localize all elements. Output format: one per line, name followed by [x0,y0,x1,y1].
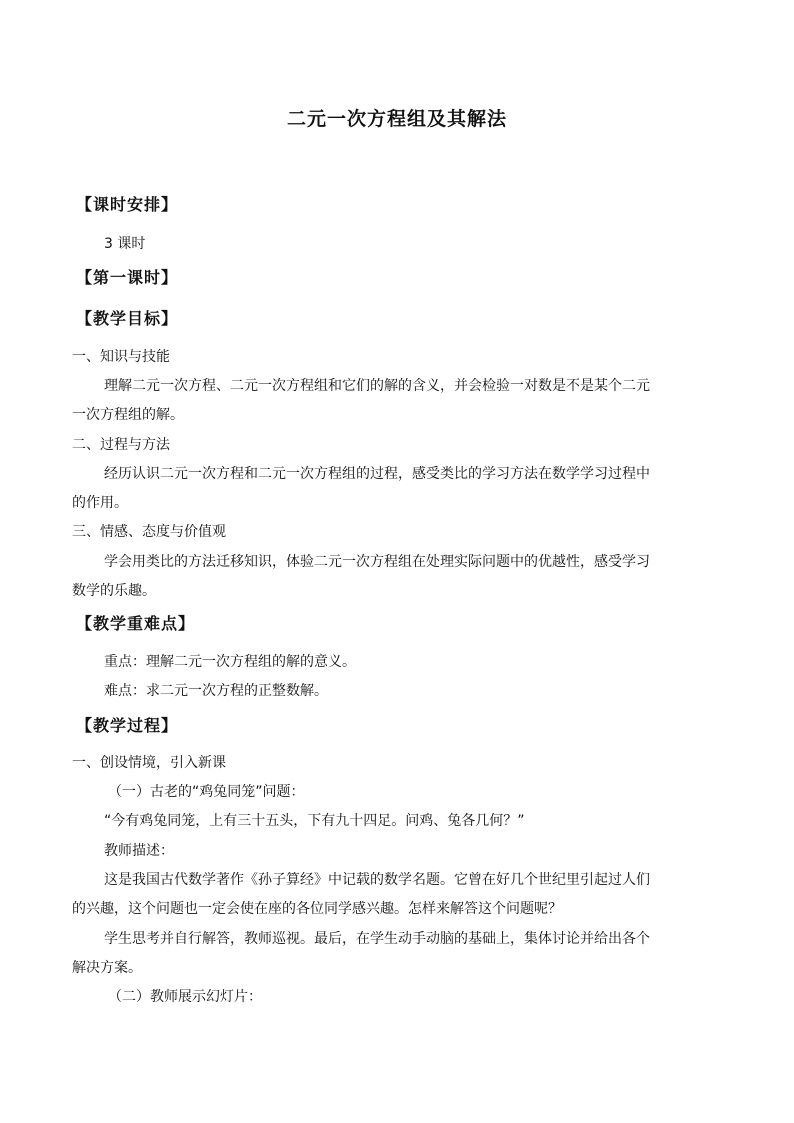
document-title: 二元一次方程组及其解法 [286,108,507,130]
process-sub1-heading: （一）古老的“鸡兔同笼”问题： [108,784,305,800]
paragraph-1-line1: 这是我国古代数学著作《孙子算经》中记载的数学名题。它曾在好几个世纪里引起过人们 [104,872,650,888]
goal-1-text-line2: 一次方程组的解。 [72,407,184,423]
process-sub2-heading: （二）教师展示幻灯片： [108,989,262,1005]
keypoint-key: 重点：理解二元一次方程组的解的意义。 [104,654,356,670]
paragraph-2-line1: 学生思考并自行解答，教师巡视。最后，在学生动手动脑的基础上，集体讨论并给出各个 [104,931,650,947]
teacher-description-label: 教师描述： [104,843,174,859]
goal-2-text-line2: 的作用。 [72,495,128,511]
goal-1-text-line1: 理解二元一次方程、二元一次方程组和它们的解的含义，并会检验一对数是不是某个二元 [104,378,650,394]
section-process-heading: 【教学过程】 [76,716,179,735]
section-goals-heading: 【教学目标】 [76,309,179,328]
goal-3-heading: 三、情感、态度与价值观 [72,524,226,540]
section-schedule-heading: 【课时安排】 [76,195,179,214]
schedule-value: 3 课时 [104,236,146,252]
process-step1-heading: 一、创设情境，引入新课 [72,755,226,771]
section-lesson1-heading: 【第一课时】 [76,268,179,287]
goal-2-text-line1: 经历认识二元一次方程和二元一次方程组的过程，感受类比的学习方法在数学学习过程中 [104,466,650,482]
goal-3-text-line1: 学会用类比的方法迁移知识，体验二元一次方程组在处理实际问题中的优越性，感受学习 [104,554,650,570]
paragraph-1-line2: 的兴趣，这个问题也一定会使在座的各位同学感兴趣。怎样来解答这个问题呢？ [72,901,562,917]
goal-3-text-line2: 数学的乐趣。 [72,583,156,599]
goal-1-heading: 一、知识与技能 [72,349,170,365]
goal-2-heading: 二、过程与方法 [72,437,170,453]
section-keypoints-heading: 【教学重难点】 [76,614,196,633]
problem-quote: “今有鸡兔同笼，上有三十五头，下有九十四足。问鸡、兔各几何？” [104,813,525,829]
paragraph-2-line2: 解决方案。 [72,960,142,976]
keypoint-difficult: 难点：求二元一次方程的正整数解。 [104,683,328,699]
